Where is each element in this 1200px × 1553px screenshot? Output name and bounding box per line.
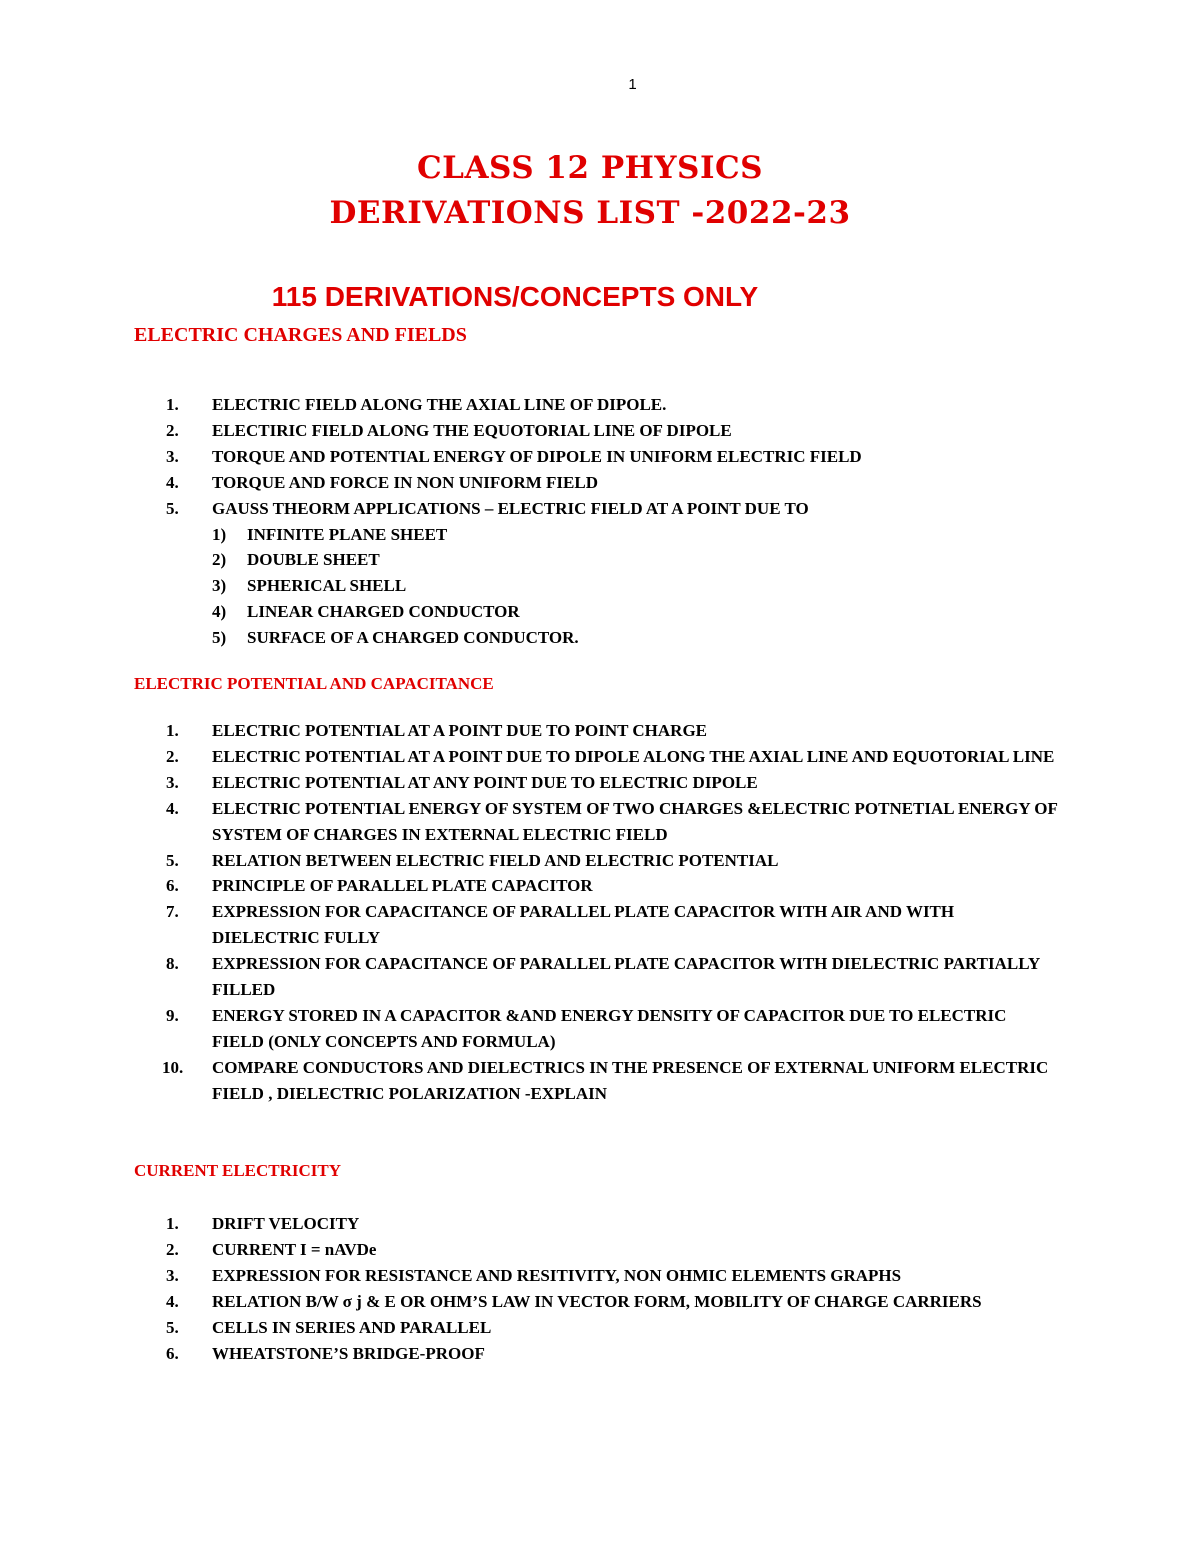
sublist-item (212, 599, 1062, 625)
list-item-text: CELLS IN SERIES AND PARALLEL (212, 1317, 492, 1337)
list-item-number: 2. (166, 746, 179, 766)
list-item-number: 5. (166, 1317, 179, 1337)
list-item-text: ELECTRIC POTENTIAL AT A POINT DUE TO POINT CHARGE (212, 721, 708, 740)
list-item-number: 4. (166, 798, 179, 818)
list-item-text: ENERGY STORED IN A CAPACITOR &AND ENERGY DENSITY OF CAPACITOR DUE TO ELECTRIC FIELD (ONLY CONCEPTS AND FORMULA) (212, 1005, 1007, 1051)
list-item (0, 418, 1062, 444)
list-item (0, 1055, 1062, 1107)
list-item (0, 718, 1062, 744)
list-item (0, 1211, 1062, 1237)
list-item-text: RELATION B/W σ j & E OR OHM’S LAW IN VECTOR FORM, MOBILITY OF CHARGE CARRIERS (212, 1291, 982, 1311)
list-item-number: 6. (166, 1343, 179, 1363)
list-item-text: PRINCIPLE OF PARALLEL PLATE CAPACITOR (212, 876, 593, 896)
list-item-text: ELECTRIC POTENTIAL AT ANY POINT DUE TO ELECTRIC DIPOLE (212, 772, 758, 792)
list-item (0, 951, 1062, 1003)
list-item-number: 10. (162, 1057, 184, 1077)
document-subtitle-year: DERIVATIONS LIST -2022-23 (329, 195, 851, 231)
list-item-number: 2. (166, 1239, 179, 1259)
list-item-text: COMPARE CONDUCTORS AND DIELECTRICS IN THE PRESENCE OF EXTERNAL UNIFORM ELECTRIC FIELD , DIELECTRIC POLARIZATION -EXPLAIN (212, 1057, 1049, 1103)
list-item (0, 1315, 1062, 1341)
list-item-text: ELECTRIC POTENTIAL ENERGY OF SYSTEM OF TWO CHARGES &ELECTRIC POTNETIAL ENERGY OF SYSTEM OF CHARGES IN EXTERNAL ELECTRIC FIELD (212, 798, 1058, 844)
list-item-number: 3. (166, 446, 179, 466)
sublist-item-number: 5) (212, 628, 227, 648)
list-item (0, 899, 1062, 951)
sublist-item-text: INFINITE PLANE SHEET (247, 524, 448, 544)
sublist-item-text: DOUBLE SHEET (247, 550, 380, 570)
list-item (0, 848, 1062, 874)
list-item (0, 770, 1062, 796)
list-item-text: RELATION BETWEEN ELECTRIC FIELD AND ELECTRIC POTENTIAL (212, 850, 779, 870)
section-heading-electric-potential: ELECTRIC POTENTIAL AND CAPACITANCE (134, 674, 494, 693)
list-item-text: EXPRESSION FOR RESISTANCE AND RESITIVITY, NON OHMIC ELEMENTS GRAPHS (212, 1265, 902, 1285)
list-item-number: 5. (166, 850, 179, 870)
list-item-text: ELECTRIC FIELD ALONG THE AXIAL LINE OF DIPOLE. (212, 395, 667, 414)
list-item (0, 1289, 1062, 1315)
list-item-text: ELECTRIC POTENTIAL AT A POINT DUE TO DIPOLE ALONG THE AXIAL LINE AND EQUOTORIAL LINE (212, 746, 1055, 766)
list-item-text: CURRENT I = nAVDe (212, 1239, 377, 1259)
current-electricity-list (0, 1211, 1062, 1366)
list-item (0, 873, 1062, 899)
list-item-number: 6. (166, 876, 179, 896)
list-item-text: GAUSS THEORM APPLICATIONS – ELECTRIC FIELD AT A POINT DUE TO (212, 498, 809, 518)
sublist-item-text: SURFACE OF A CHARGED CONDUCTOR. (247, 628, 579, 648)
list-item-number: 4. (166, 1291, 179, 1311)
derivations-count-heading: 115 DERIVATIONS/CONCEPTS ONLY (271, 281, 759, 312)
list-item-text: TORQUE AND POTENTIAL ENERGY OF DIPOLE IN UNIFORM ELECTRIC FIELD (212, 446, 862, 466)
sublist-item (212, 547, 1062, 573)
list-item-number: 7. (166, 902, 179, 922)
sublist-item (212, 573, 1062, 599)
list-item-number: 5. (166, 498, 179, 518)
sublist-item (212, 522, 1062, 548)
electric-potential-list (0, 718, 1062, 1107)
list-item-text: WHEATSTONE’S BRIDGE-PROOF (212, 1343, 485, 1363)
list-item (0, 444, 1062, 470)
list-item-number: 4. (166, 472, 179, 492)
list-item (0, 796, 1062, 848)
list-item-text: TORQUE AND FORCE IN NON UNIFORM FIELD (212, 472, 598, 492)
sublist-item-text: SPHERICAL SHELL (247, 576, 407, 596)
list-item (0, 496, 1062, 651)
list-item-text: EXPRESSION FOR CAPACITANCE OF PARALLEL PLATE CAPACITOR WITH DIELECTRIC PARTIALLY FILLED (212, 954, 1040, 1000)
list-item-text: DRIFT VELOCITY (212, 1214, 360, 1233)
section-heading-current-electricity: CURRENT ELECTRICITY (134, 1161, 342, 1180)
list-item (0, 1237, 1062, 1263)
list-item-number: 3. (166, 772, 179, 792)
sublist-item-number: 1) (212, 524, 227, 544)
sublist-item-text: LINEAR CHARGED CONDUCTOR (247, 602, 520, 622)
list-item (0, 1341, 1062, 1367)
list-item (0, 1003, 1062, 1055)
sublist-item-number: 2) (212, 550, 227, 570)
list-item-number: 1. (166, 1214, 179, 1233)
list-item (0, 470, 1062, 496)
document-title: CLASS 12 PHYSICS (416, 150, 764, 186)
list-item (0, 392, 1062, 418)
list-item-text: EXPRESSION FOR CAPACITANCE OF PARALLEL PLATE CAPACITOR WITH AIR AND WITH DIELECTRIC FULLY (212, 902, 955, 948)
electric-charges-list (0, 392, 1062, 651)
list-item-number: 1. (166, 721, 179, 740)
sublist-item-number: 3) (212, 576, 227, 596)
list-item-text: ELECTIRIC FIELD ALONG THE EQUOTORIAL LINE OF DIPOLE (212, 420, 732, 440)
gauss-applications-sublist (212, 522, 1062, 652)
list-item-number: 9. (166, 1005, 179, 1025)
sublist-item-number: 4) (212, 602, 227, 622)
sublist-item (212, 625, 1062, 651)
list-item-number: 3. (166, 1265, 179, 1285)
list-item (0, 744, 1062, 770)
list-item (0, 1263, 1062, 1289)
list-item-number: 1. (166, 395, 179, 414)
section-heading-electric-charges: ELECTRIC CHARGES AND FIELDS (134, 324, 467, 346)
page-number: 1 (628, 76, 637, 93)
list-item-number: 2. (166, 420, 179, 440)
list-item-number: 8. (166, 954, 179, 974)
